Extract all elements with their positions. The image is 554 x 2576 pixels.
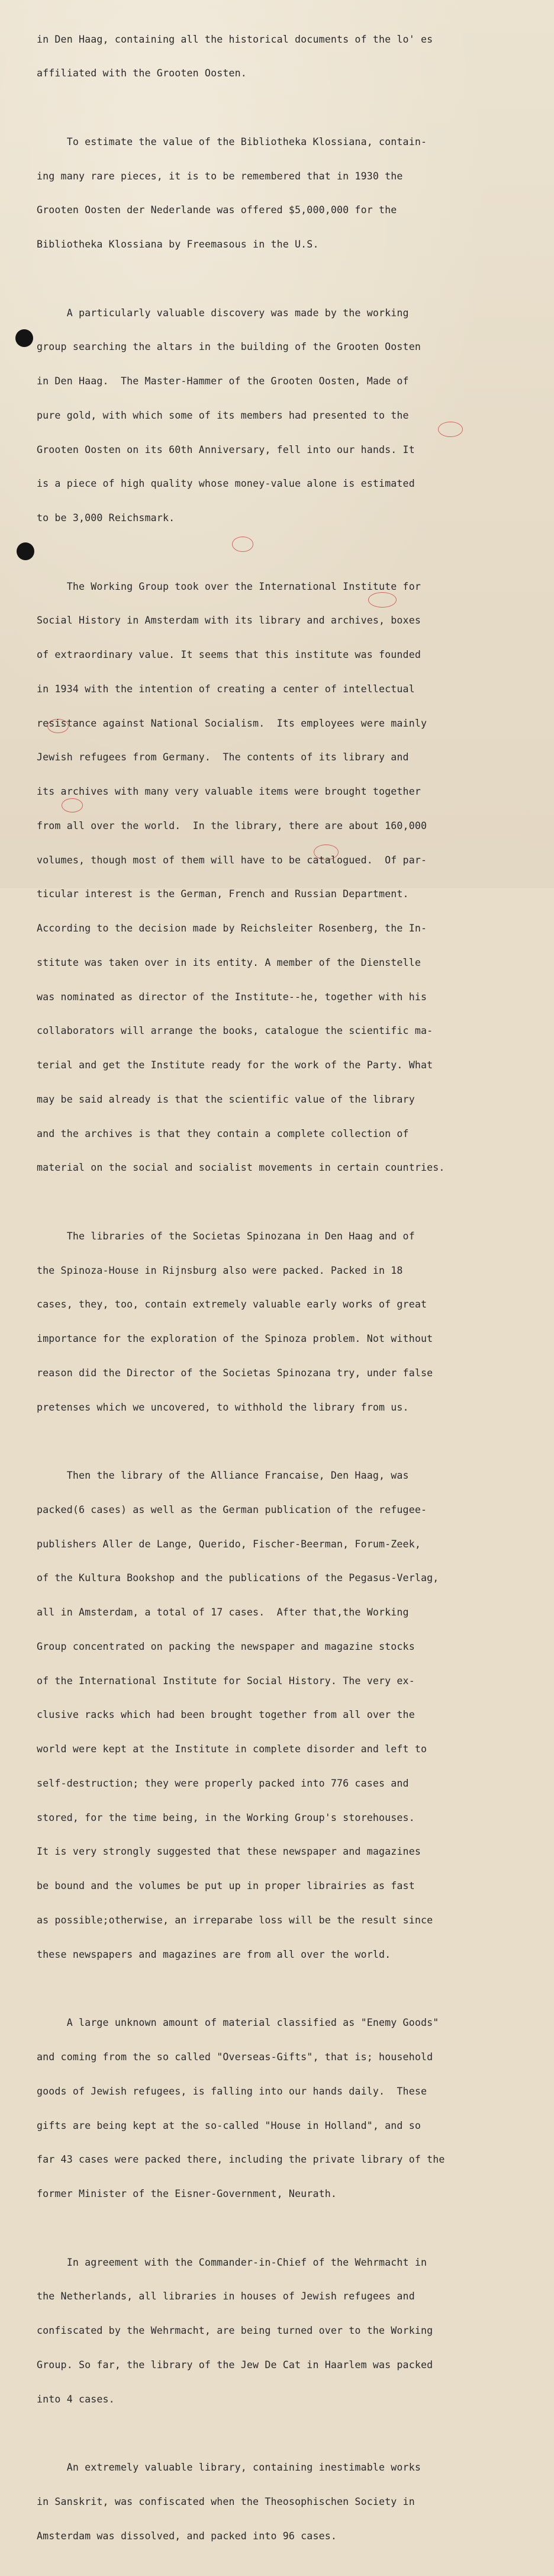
text-line: Then the library of the Alliance Francaise, Den Haag, was bbox=[37, 1470, 409, 1482]
paragraph-6 bbox=[37, 1447, 510, 1983]
paragraph-3 bbox=[37, 284, 510, 547]
text-line: packed(6 cases) as well as the German publication of the refugee- bbox=[37, 1504, 427, 1515]
text-line: terial and get the Institute ready for the work of the Party. What bbox=[37, 1059, 433, 1071]
text-line: to be 3,000 Reichsmark. bbox=[37, 512, 175, 524]
text-line: these newspapers and magazines are from all over the world. bbox=[37, 1948, 391, 1960]
text-line: world were kept at the Institute in complete disorder and left to bbox=[37, 1743, 427, 1755]
text-line: cases, they, too, contain extremely valuable early works of great bbox=[37, 1299, 427, 1311]
text-line: The Working Group took over the International Institute for bbox=[37, 580, 421, 592]
text-line: in Den Haag. The Master-Hammer of the Grooten Oosten, Made of bbox=[37, 375, 409, 387]
text-line: stored, for the time being, in the Working Group's storehouses. bbox=[37, 1811, 415, 1823]
text-line: It is very strongly suggested that these newspaper and magazines bbox=[37, 1846, 421, 1858]
text-line: self-destruction; they were properly packed into 776 cases and bbox=[37, 1777, 409, 1789]
paragraph-8 bbox=[37, 2234, 510, 2427]
text-line: in Sanskrit, was confiscated when the Theosophischen Society in bbox=[37, 2495, 415, 2507]
text-line: confiscated by the Wehrmacht, are being turned over to the Working bbox=[37, 2325, 433, 2337]
text-line: its archives with many very valuable items were brought together bbox=[37, 786, 421, 798]
text-line: pure gold, with which some of its members had presented to the bbox=[37, 409, 409, 421]
text-line: clusive racks which had been brought together from all over the bbox=[37, 1709, 415, 1721]
paragraph-7 bbox=[37, 1994, 510, 2222]
text-line: and coming from the so called "Overseas-Gifts", that is; household bbox=[37, 2051, 433, 2063]
text-line: is a piece of high quality whose money-value alone is estimated bbox=[37, 478, 415, 490]
text-line: collaborators will arrange the books, catalogue the scientific ma- bbox=[37, 1025, 433, 1037]
text-line: volumes, though most of them will have to be catalogued. Of par- bbox=[37, 854, 427, 866]
text-line: of the Kultura Bookshop and the publications of the Pegasus-Verlag, bbox=[37, 1572, 439, 1584]
text-line: importance for the exploration of the Spinoza problem. Not without bbox=[37, 1333, 433, 1345]
text-line: Social History in Amsterdam with its library and archives, boxes bbox=[37, 615, 421, 627]
text-line: To estimate the value of the Bibliotheka Klossiana, contain- bbox=[37, 136, 427, 147]
text-line: in Den Haag, containing all the historical documents of the lo' es bbox=[37, 33, 433, 45]
text-line: far 43 cases were packed there, including the private library of the bbox=[37, 2154, 445, 2166]
text-line: Grooten Oosten on its 60th Anniversary, fell into our hands. It bbox=[37, 444, 415, 455]
text-line: According to the decision made by Reichsleiter Rosenberg, the In- bbox=[37, 923, 427, 934]
paragraph-1 bbox=[37, 11, 510, 102]
text-line: Amsterdam was dissolved, and packed into 96 cases. bbox=[37, 2530, 337, 2542]
text-line: into 4 cases. bbox=[37, 2393, 115, 2405]
text-line: resistance against National Socialism. Its employees were mainly bbox=[37, 717, 427, 729]
typed-document-text bbox=[37, 11, 510, 2576]
text-line: be bound and the volumes be put up in proper librairies as fast bbox=[37, 1880, 415, 1892]
text-line: Group concentrated on packing the newspaper and magazine stocks bbox=[37, 1640, 415, 1652]
text-line: former Minister of the Eisner-Government, Neurath. bbox=[37, 2188, 337, 2200]
text-line: reason did the Director of the Societas Spinozana try, under false bbox=[37, 1367, 433, 1379]
text-line: ing many rare pieces, it is to be remembered that in 1930 the bbox=[37, 170, 403, 182]
text-line: the Spinoza-House in Rijnsburg also were packed. Packed in 18 bbox=[37, 1264, 403, 1276]
paragraph-2 bbox=[37, 113, 510, 273]
text-line: Bibliotheka Klossiana by Freemasous in the U.S. bbox=[37, 239, 319, 250]
text-line: publishers Aller de Lange, Querido, Fischer-Beerman, Forum-Zeek, bbox=[37, 1538, 421, 1550]
text-line: In agreement with the Commander-in-Chief of the Wehrmacht in bbox=[37, 2256, 427, 2268]
text-line: may be said already is that the scientific value of the library bbox=[37, 1093, 415, 1105]
punch-hole-top bbox=[15, 329, 33, 347]
text-line: as possible;otherwise, an irreparabe loss will be the result since bbox=[37, 1914, 433, 1926]
text-line: An extremely valuable library, containing inestimable works bbox=[37, 2462, 421, 2474]
text-line: A large unknown amount of material classified as "Enemy Goods" bbox=[37, 2017, 439, 2029]
paragraph-4 bbox=[37, 558, 510, 1196]
text-line: goods of Jewish refugees, is falling into our hands daily. These bbox=[37, 2085, 427, 2097]
text-line: ticular interest is the German, French and Russian Department. bbox=[37, 888, 409, 900]
text-line: The libraries of the Societas Spinozana in Den Haag and of bbox=[37, 1230, 415, 1242]
text-line: of extraordinary value. It seems that this institute was founded bbox=[37, 649, 421, 661]
paragraph-9 bbox=[37, 2439, 510, 2565]
text-line: affiliated with the Grooten Oosten. bbox=[37, 68, 247, 79]
text-line: material on the social and socialist movements in certain countries. bbox=[37, 1162, 445, 1174]
text-line: the Netherlands, all libraries in houses of Jewish refugees and bbox=[37, 2291, 415, 2302]
text-line: of the International Institute for Social History. The very ex- bbox=[37, 1675, 415, 1687]
text-line: Group. So far, the library of the Jew De Cat in Haarlem was packed bbox=[37, 2359, 433, 2371]
paragraph-5 bbox=[37, 1207, 510, 1435]
text-line: pretenses which we uncovered, to withhold the library from us. bbox=[37, 1401, 409, 1413]
text-line: stitute was taken over in its entity. A member of the Dienstelle bbox=[37, 956, 421, 968]
text-line: group searching the altars in the building of the Grooten Oosten bbox=[37, 341, 421, 353]
text-line: was nominated as director of the Institute--he, together with his bbox=[37, 991, 427, 1003]
text-line: from all over the world. In the library, there are about 160,000 bbox=[37, 820, 427, 831]
text-line: Grooten Oosten der Nederlande was offered $5,000,000 for the bbox=[37, 204, 397, 216]
text-line: A particularly valuable discovery was made by the working bbox=[37, 307, 409, 319]
text-line: gifts are being kept at the so-called "House in Holland", and so bbox=[37, 2119, 421, 2131]
text-line: and the archives is that they contain a complete collection of bbox=[37, 1128, 409, 1139]
text-line: all in Amsterdam, a total of 17 cases. After that,the Working bbox=[37, 1607, 409, 1618]
text-line: in 1934 with the intention of creating a center of intellectual bbox=[37, 683, 415, 695]
text-line: Jewish refugees from Germany. The contents of its library and bbox=[37, 751, 409, 763]
punch-hole-bottom bbox=[17, 542, 34, 560]
